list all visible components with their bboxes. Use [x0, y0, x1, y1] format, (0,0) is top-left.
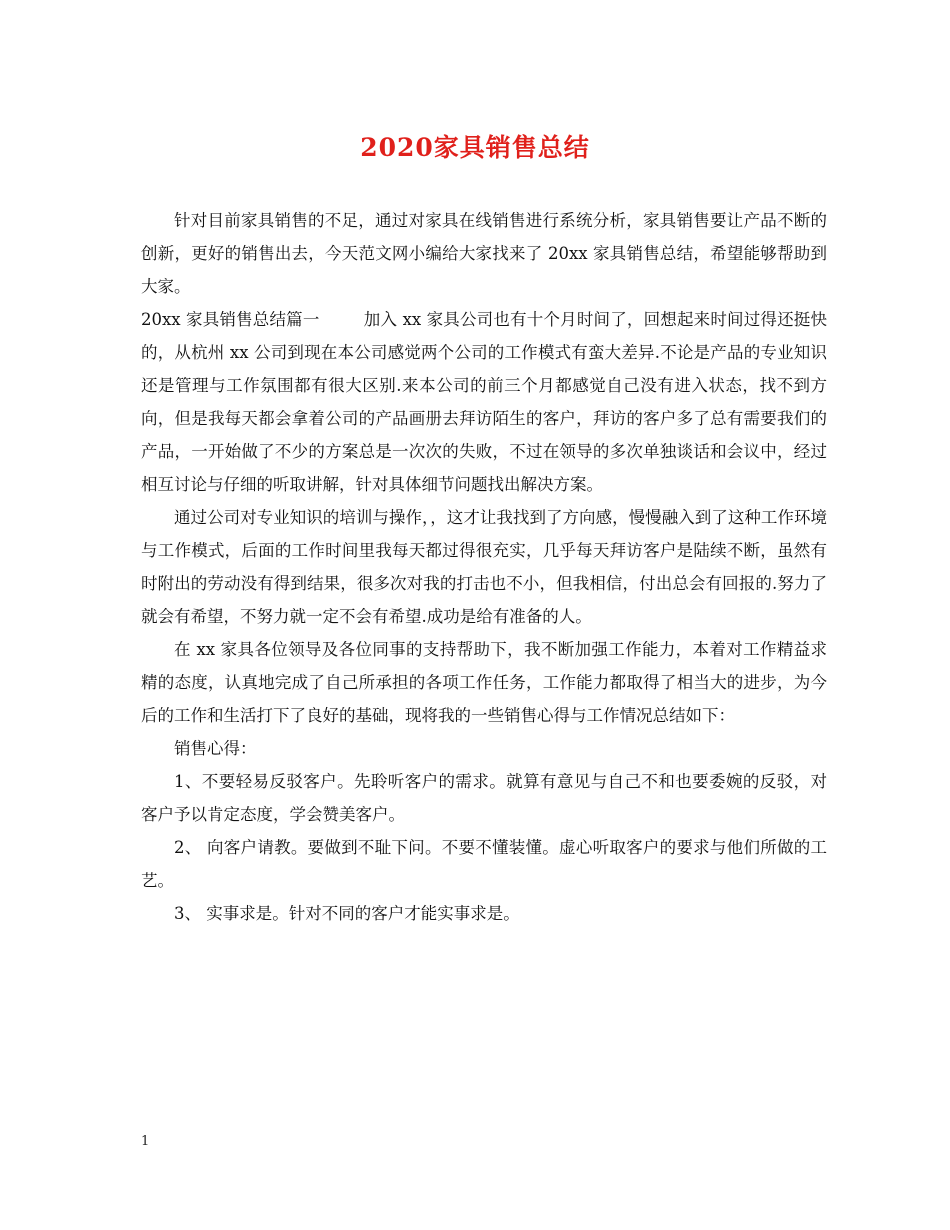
document-body	[141, 204, 827, 930]
section-paragraph	[141, 303, 827, 501]
body-paragraph: 在 xx 家具各位领导及各位同事的支持帮助下，我不断加强工作能力，本着对工作精益求精的态度，认真地完成了自己所承担的各项工作任务，工作能力都取得了相当大的进步，为今后的工作和生活打下了良好的基础，现将我的一些销售心得与工作情况总结如下：	[141, 640, 827, 725]
list-item: 3、 实事求是。针对不同的客户才能实事求是。	[174, 904, 520, 923]
body-paragraph: 通过公司对专业知识的培训与操作，，这才让我找到了方向感，慢慢融入到了这种工作环境与工作模式，后面的工作时间里我每天都过得很充实，几乎每天拜访客户是陆续不断，虽然有时附出的劳动没有得到结果，很多次对我的打击也不小，但我相信，付出总会有回报的.努力了就会有希望，不努力就一定不会有希望.成功是给有准备的人。	[141, 508, 827, 626]
subheading: 销售心得：	[174, 739, 257, 758]
section-text: 加入 xx 家具公司也有十个月时间了，回想起来时间过得还挺快的，从杭州 xx 公司到现在本公司感觉两个公司的工作模式有蛮大差异.不论是产品的专业知识还是管理与工作氛围都有很大区别.来本公司的前三个月都感觉自己没有进入状态，找不到方向，但是我每天都会拿着公司的产品画册去拜访陌生的客户，拜访的客户多了总有需要我们的产品，一开始做了不少的方案总是一次次的失败，不过在领导的多次单独谈话和会议中，经过相互讨论与仔细的听取讲解，针对具体细节问题找出解决方案。	[141, 310, 827, 494]
page-number: 1	[141, 1134, 150, 1149]
section-heading: 20xx 家具销售总结篇一	[141, 310, 320, 329]
document-title: 2020家具销售总结	[360, 133, 590, 162]
intro-paragraph: 针对目前家具销售的不足，通过对家具在线销售进行系统分析，家具销售要让产品不断的创新，更好的销售出去，今天范文网小编给大家找来了 20xx 家具销售总结，希望能够帮助到大家。	[141, 211, 827, 296]
list-item: 2、 向客户请教。要做到不耻下问。不要不懂装懂。虚心听取客户的要求与他们所做的工艺。	[141, 838, 827, 890]
list-item: 1、不要轻易反驳客户。先聆听客户的需求。就算有意见与自己不和也要委婉的反驳，对客户予以肯定态度，学会赞美客户。	[141, 772, 827, 824]
